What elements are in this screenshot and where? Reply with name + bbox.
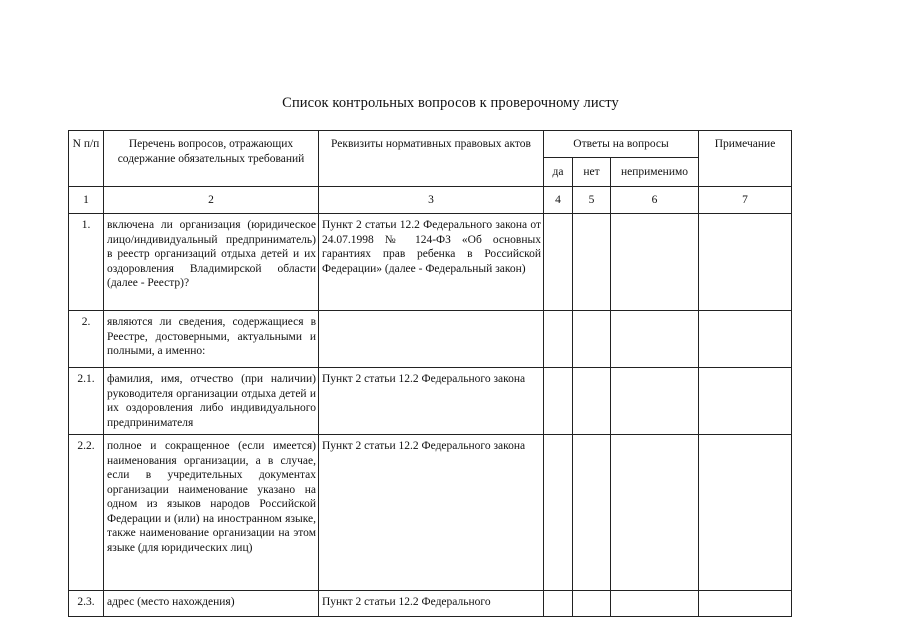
header-acts: Реквизиты нормативных правовых актов <box>319 131 544 187</box>
row-number: 1. <box>69 214 104 311</box>
col-index: 1 <box>69 187 104 214</box>
answer-no-cell[interactable] <box>573 368 611 435</box>
row-question: включена ли организация (юридическое лицо/индивидуальный предприниматель) в реестр организаций отдыха детей и их оздоровления Владимирской области (далее - Реестр)? <box>104 214 319 311</box>
header-row <box>69 131 792 158</box>
answer-na-cell[interactable] <box>611 368 699 435</box>
row-act: Пункт 2 статьи 12.2 Федерального <box>319 591 544 617</box>
col-index: 2 <box>104 187 319 214</box>
answer-no-cell[interactable] <box>573 435 611 591</box>
answer-no-cell[interactable] <box>573 591 611 617</box>
answer-na-cell[interactable] <box>611 435 699 591</box>
answer-na-cell[interactable] <box>611 311 699 368</box>
table-row <box>69 368 792 435</box>
header-no: нет <box>573 158 611 187</box>
row-question: адрес (место нахождения) <box>104 591 319 617</box>
table-row <box>69 214 792 311</box>
col-index: 6 <box>611 187 699 214</box>
row-act: Пункт 2 статьи 12.2 Федерального закона <box>319 368 544 435</box>
header-num: N п/п <box>69 131 104 187</box>
table-row <box>69 311 792 368</box>
row-number: 2.3. <box>69 591 104 617</box>
header-questions: Перечень вопросов, отражающих содержание обязательных требований <box>104 131 319 187</box>
table-row <box>69 591 792 617</box>
note-cell[interactable] <box>699 214 792 311</box>
column-index-row <box>69 187 792 214</box>
answer-na-cell[interactable] <box>611 214 699 311</box>
header-answers: Ответы на вопросы <box>544 131 699 158</box>
row-act: Пункт 2 статьи 12.2 Федерального закона от 24.07.1998 № 124-ФЗ «Об основных гарантиях прав ребенка в Российской Федерации» (далее - Федеральный закон) <box>319 214 544 311</box>
row-question: являются ли сведения, содержащиеся в Реестре, достоверными, актуальными и полными, а именно: <box>104 311 319 368</box>
answer-yes-cell[interactable] <box>544 368 573 435</box>
col-index: 5 <box>573 187 611 214</box>
header-note: Примечание <box>699 131 792 187</box>
header-yes: да <box>544 158 573 187</box>
row-number: 2.2. <box>69 435 104 591</box>
answer-no-cell[interactable] <box>573 214 611 311</box>
table-row <box>69 435 792 591</box>
row-question: полное и сокращенное (если имеется) наименования организации, а в случае, если в учредительных документах организации наименование указано на одном из языков народов Российской Федерации и (или) на иностранном языке, также наименование организации на этом языке (для юридических лиц) <box>104 435 319 591</box>
col-index: 4 <box>544 187 573 214</box>
answer-yes-cell[interactable] <box>544 311 573 368</box>
note-cell[interactable] <box>699 311 792 368</box>
note-cell[interactable] <box>699 368 792 435</box>
answer-no-cell[interactable] <box>573 311 611 368</box>
answer-yes-cell[interactable] <box>544 214 573 311</box>
row-question: фамилия, имя, отчество (при наличии) руководителя организации отдыха детей и их оздоровления либо индивидуального предпринимателя <box>104 368 319 435</box>
page-title: Список контрольных вопросов к проверочному листу <box>282 95 619 111</box>
answer-yes-cell[interactable] <box>544 591 573 617</box>
col-index: 7 <box>699 187 792 214</box>
note-cell[interactable] <box>699 435 792 591</box>
row-number: 2.1. <box>69 368 104 435</box>
checklist-table <box>68 130 792 617</box>
note-cell[interactable] <box>699 591 792 617</box>
col-index: 3 <box>319 187 544 214</box>
row-number: 2. <box>69 311 104 368</box>
row-act <box>319 311 544 368</box>
header-na: неприменимо <box>611 158 699 187</box>
answer-na-cell[interactable] <box>611 591 699 617</box>
answer-yes-cell[interactable] <box>544 435 573 591</box>
row-act: Пункт 2 статьи 12.2 Федерального закона <box>319 435 544 591</box>
